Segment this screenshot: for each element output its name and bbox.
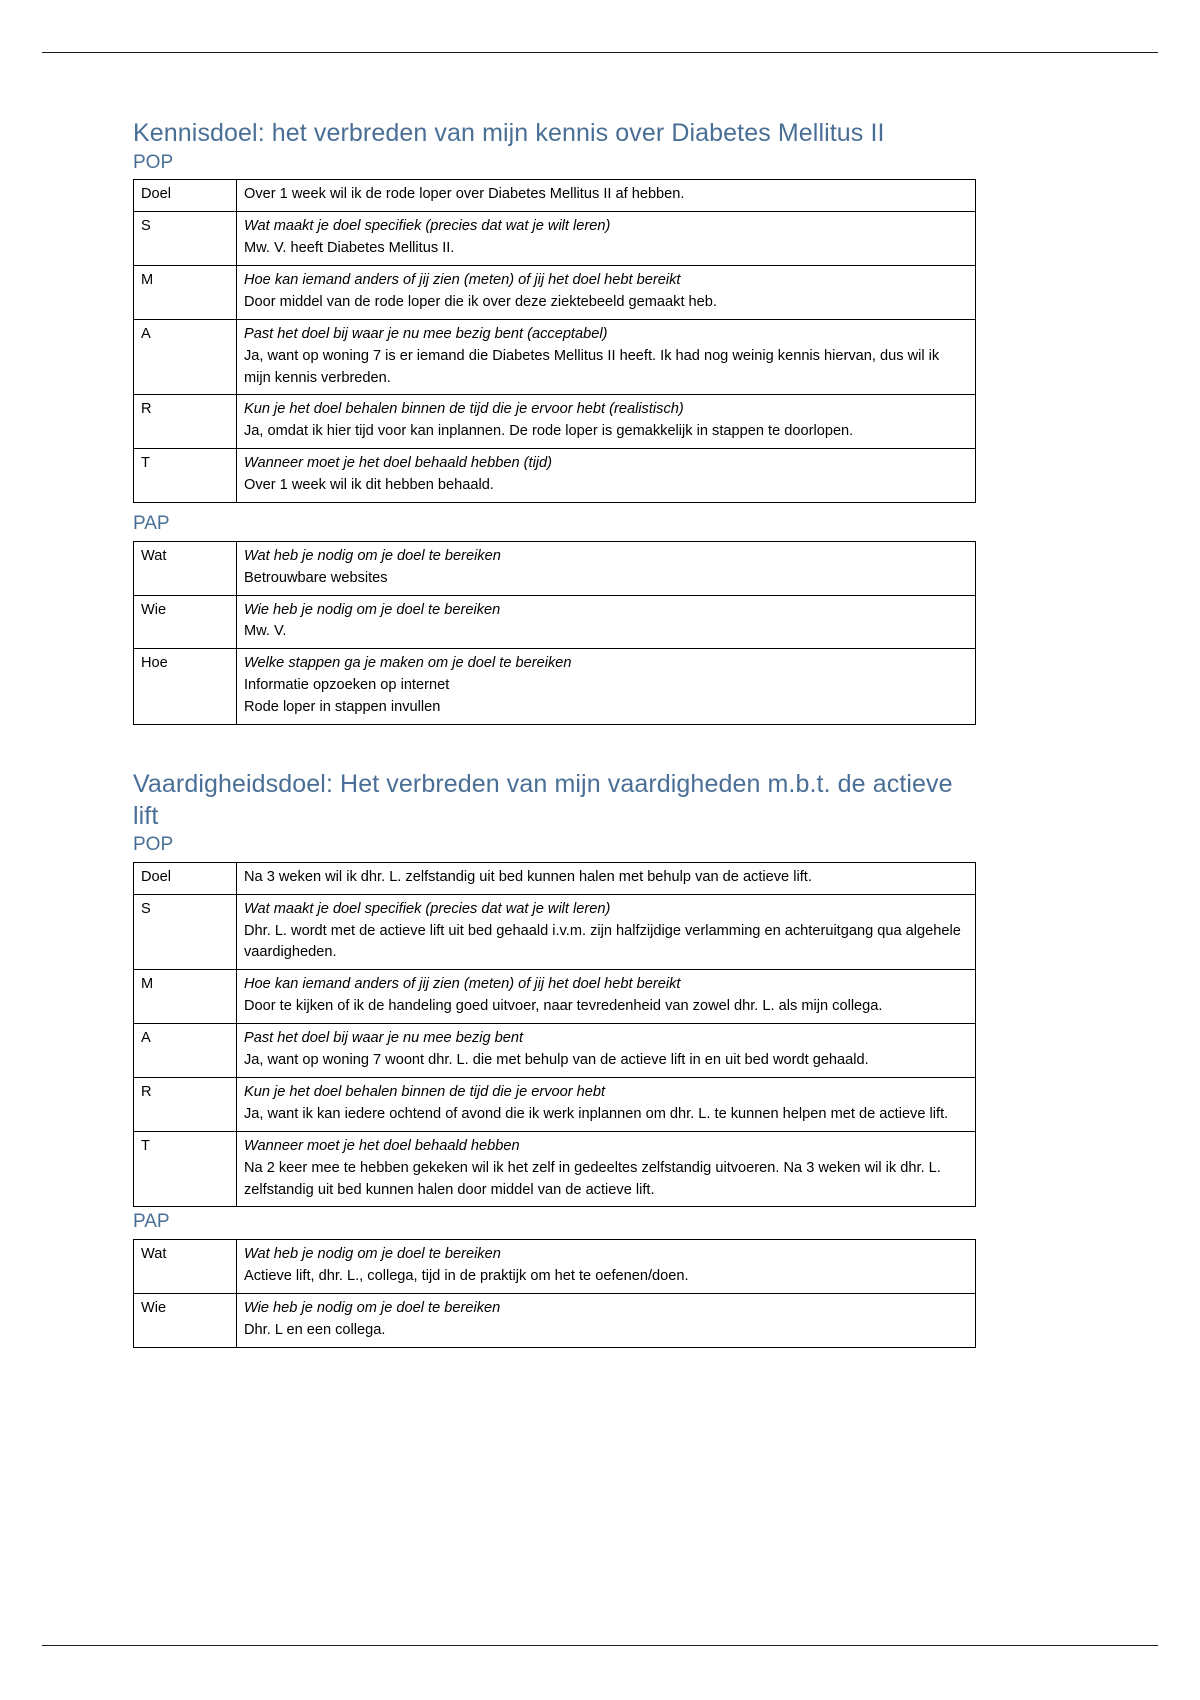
- table-row: [134, 649, 976, 725]
- table-row: [134, 1024, 976, 1078]
- row-answer-line: Mw. V.: [244, 623, 287, 640]
- row-key: Wat: [134, 1240, 237, 1294]
- row-prompt-line: Kun je het doel behalen binnen de tijd die je ervoor hebt (realistisch): [244, 401, 684, 418]
- row-answer-line: Ja, want ik kan iedere ochtend of avond die ik werk inplannen om dhr. L. te kunnen helpen met de actieve lift.: [244, 1105, 949, 1122]
- row-value: [237, 1240, 976, 1294]
- spacer: [133, 503, 978, 513]
- subheading-pop-1: POP: [133, 151, 174, 173]
- row-value: [237, 894, 976, 970]
- table-row: [134, 1293, 976, 1347]
- page-title-kennisdoel: Kennisdoel: het verbreden van mijn kennis over Diabetes Mellitus II: [133, 119, 885, 147]
- row-answer-line: Dhr. L en een collega.: [244, 1321, 386, 1338]
- row-answer-line: Ja, want op woning 7 is er iemand die Diabetes Mellitus II heeft. Ik had nog weinig kennis hiervan, dus wil ik mijn kennis verbreden.: [244, 347, 940, 386]
- row-value: [237, 180, 976, 212]
- row-value: [237, 595, 976, 649]
- row-prompt-line: Wat maakt je doel specifiek (precies dat wat je wilt leren): [244, 900, 611, 917]
- row-prompt-line: Wat maakt je doel specifiek (precies dat wat je wilt leren): [244, 218, 611, 235]
- row-value: [237, 1024, 976, 1078]
- row-key: S: [134, 894, 237, 970]
- row-value: [237, 212, 976, 266]
- row-value: [237, 1131, 976, 1207]
- row-value: [237, 1293, 976, 1347]
- row-key: R: [134, 1077, 237, 1131]
- row-key: A: [134, 319, 237, 395]
- row-prompt-line: Wanneer moet je het doel behaald hebben: [244, 1137, 520, 1154]
- row-answer-line: Over 1 week wil ik dit hebben behaald.: [244, 477, 494, 494]
- row-answer-line: Na 3 weken wil ik dhr. L. zelfstandig uit bed kunnen halen met behulp van de actieve lift.: [244, 868, 812, 885]
- table-row: [134, 1240, 976, 1294]
- row-prompt-line: Wie heb je nodig om je doel te bereiken: [244, 601, 501, 618]
- footer-rule: [42, 1645, 1158, 1646]
- row-value: [237, 649, 976, 725]
- row-answer-line: Informatie opzoeken op internet: [244, 677, 450, 694]
- row-key: M: [134, 265, 237, 319]
- row-prompt-line: Kun je het doel behalen binnen de tijd die je ervoor hebt: [244, 1083, 606, 1100]
- row-prompt-line: Past het doel bij waar je nu mee bezig bent (acceptabel): [244, 325, 608, 342]
- table-row: [134, 970, 976, 1024]
- row-answer-line: Door middel van de rode loper die ik over deze ziektebeeld gemaakt heb.: [244, 293, 717, 310]
- row-value: [237, 1077, 976, 1131]
- row-key: S: [134, 212, 237, 266]
- row-answer-line: Rode loper in stappen invullen: [244, 699, 441, 716]
- row-answer-line: Over 1 week wil ik de rode loper over Diabetes Mellitus II af hebben.: [244, 186, 685, 203]
- row-key: T: [134, 449, 237, 503]
- row-prompt-line: Wanneer moet je het doel behaald hebben (tijd): [244, 455, 553, 472]
- row-key: Wie: [134, 1293, 237, 1347]
- row-answer-line: Actieve lift, dhr. L., collega, tijd in de praktijk om het te oefenen/doen.: [244, 1268, 689, 1285]
- row-prompt-line: Welke stappen ga je maken om je doel te bereiken: [244, 655, 572, 672]
- row-key: T: [134, 1131, 237, 1207]
- table-row: [134, 449, 976, 503]
- table-pap-vaardigheidsdoel: [133, 1239, 976, 1348]
- row-key: A: [134, 1024, 237, 1078]
- row-key: Hoe: [134, 649, 237, 725]
- row-answer-line: Mw. V. heeft Diabetes Mellitus II.: [244, 240, 455, 257]
- table-row: [134, 862, 976, 894]
- row-answer-line: Betrouwbare websites: [244, 569, 388, 586]
- row-key: Doel: [134, 862, 237, 894]
- row-value: [237, 862, 976, 894]
- row-key: Wat: [134, 541, 237, 595]
- table-row: [134, 1077, 976, 1131]
- table-row: [134, 894, 976, 970]
- table-row: [134, 180, 976, 212]
- table-row: [134, 541, 976, 595]
- table-row: [134, 595, 976, 649]
- header-rule: [42, 52, 1158, 53]
- row-answer-line: Na 2 keer mee te hebben gekeken wil ik het zelf in gedeeltes zelfstandig uitvoeren. Na 3 weken wil ik dhr. L. zelfstandig uit bed kunnen halen door middel van de actieve lift.: [244, 1159, 941, 1198]
- subheading-pap-2: PAP: [133, 1211, 170, 1233]
- subheading-pop-2: POP: [133, 834, 174, 856]
- row-key: Doel: [134, 180, 237, 212]
- table-pop-kennisdoel: [133, 179, 976, 503]
- row-value: [237, 265, 976, 319]
- table-row: [134, 395, 976, 449]
- row-value: [237, 970, 976, 1024]
- table-row: [134, 1131, 976, 1207]
- document-body: [133, 118, 978, 1348]
- row-answer-line: Door te kijken of ik de handeling goed uitvoer, naar tevredenheid van zowel dhr. L. als mijn collega.: [244, 998, 883, 1015]
- spacer: [133, 725, 978, 769]
- row-value: [237, 541, 976, 595]
- table-pop-vaardigheidsdoel: [133, 862, 976, 1208]
- row-prompt-line: Wat heb je nodig om je doel te bereiken: [244, 547, 501, 564]
- row-prompt-line: Hoe kan iemand anders of jij zien (meten) of jij het doel hebt bereikt: [244, 976, 681, 993]
- table-row: [134, 319, 976, 395]
- row-answer-line: Ja, omdat ik hier tijd voor kan inplannen. De rode loper is gemakkelijk in stappen te doorlopen.: [244, 423, 854, 440]
- row-answer-line: Dhr. L. wordt met de actieve lift uit bed gehaald i.v.m. zijn halfzijdige verlamming en achteruitgang qua algehele vaardigheden.: [244, 922, 961, 961]
- table-pap-kennisdoel: [133, 541, 976, 725]
- row-value: [237, 319, 976, 395]
- row-key: M: [134, 970, 237, 1024]
- row-key: R: [134, 395, 237, 449]
- row-prompt-line: Past het doel bij waar je nu mee bezig bent: [244, 1030, 524, 1047]
- row-value: [237, 395, 976, 449]
- row-key: Wie: [134, 595, 237, 649]
- row-prompt-line: Hoe kan iemand anders of jij zien (meten) of jij het doel hebt bereikt: [244, 271, 681, 288]
- table-row: [134, 212, 976, 266]
- row-prompt-line: Wie heb je nodig om je doel te bereiken: [244, 1299, 501, 1316]
- row-answer-line: Ja, want op woning 7 woont dhr. L. die met behulp van de actieve lift in en uit bed wordt gehaald.: [244, 1052, 869, 1069]
- subheading-pap-1: PAP: [133, 512, 170, 534]
- page-title-vaardigheidsdoel: Vaardigheidsdoel: Het verbreden van mijn vaardigheden m.b.t. de actieve lift: [133, 770, 953, 830]
- row-value: [237, 449, 976, 503]
- row-prompt-line: Wat heb je nodig om je doel te bereiken: [244, 1246, 501, 1263]
- table-row: [134, 265, 976, 319]
